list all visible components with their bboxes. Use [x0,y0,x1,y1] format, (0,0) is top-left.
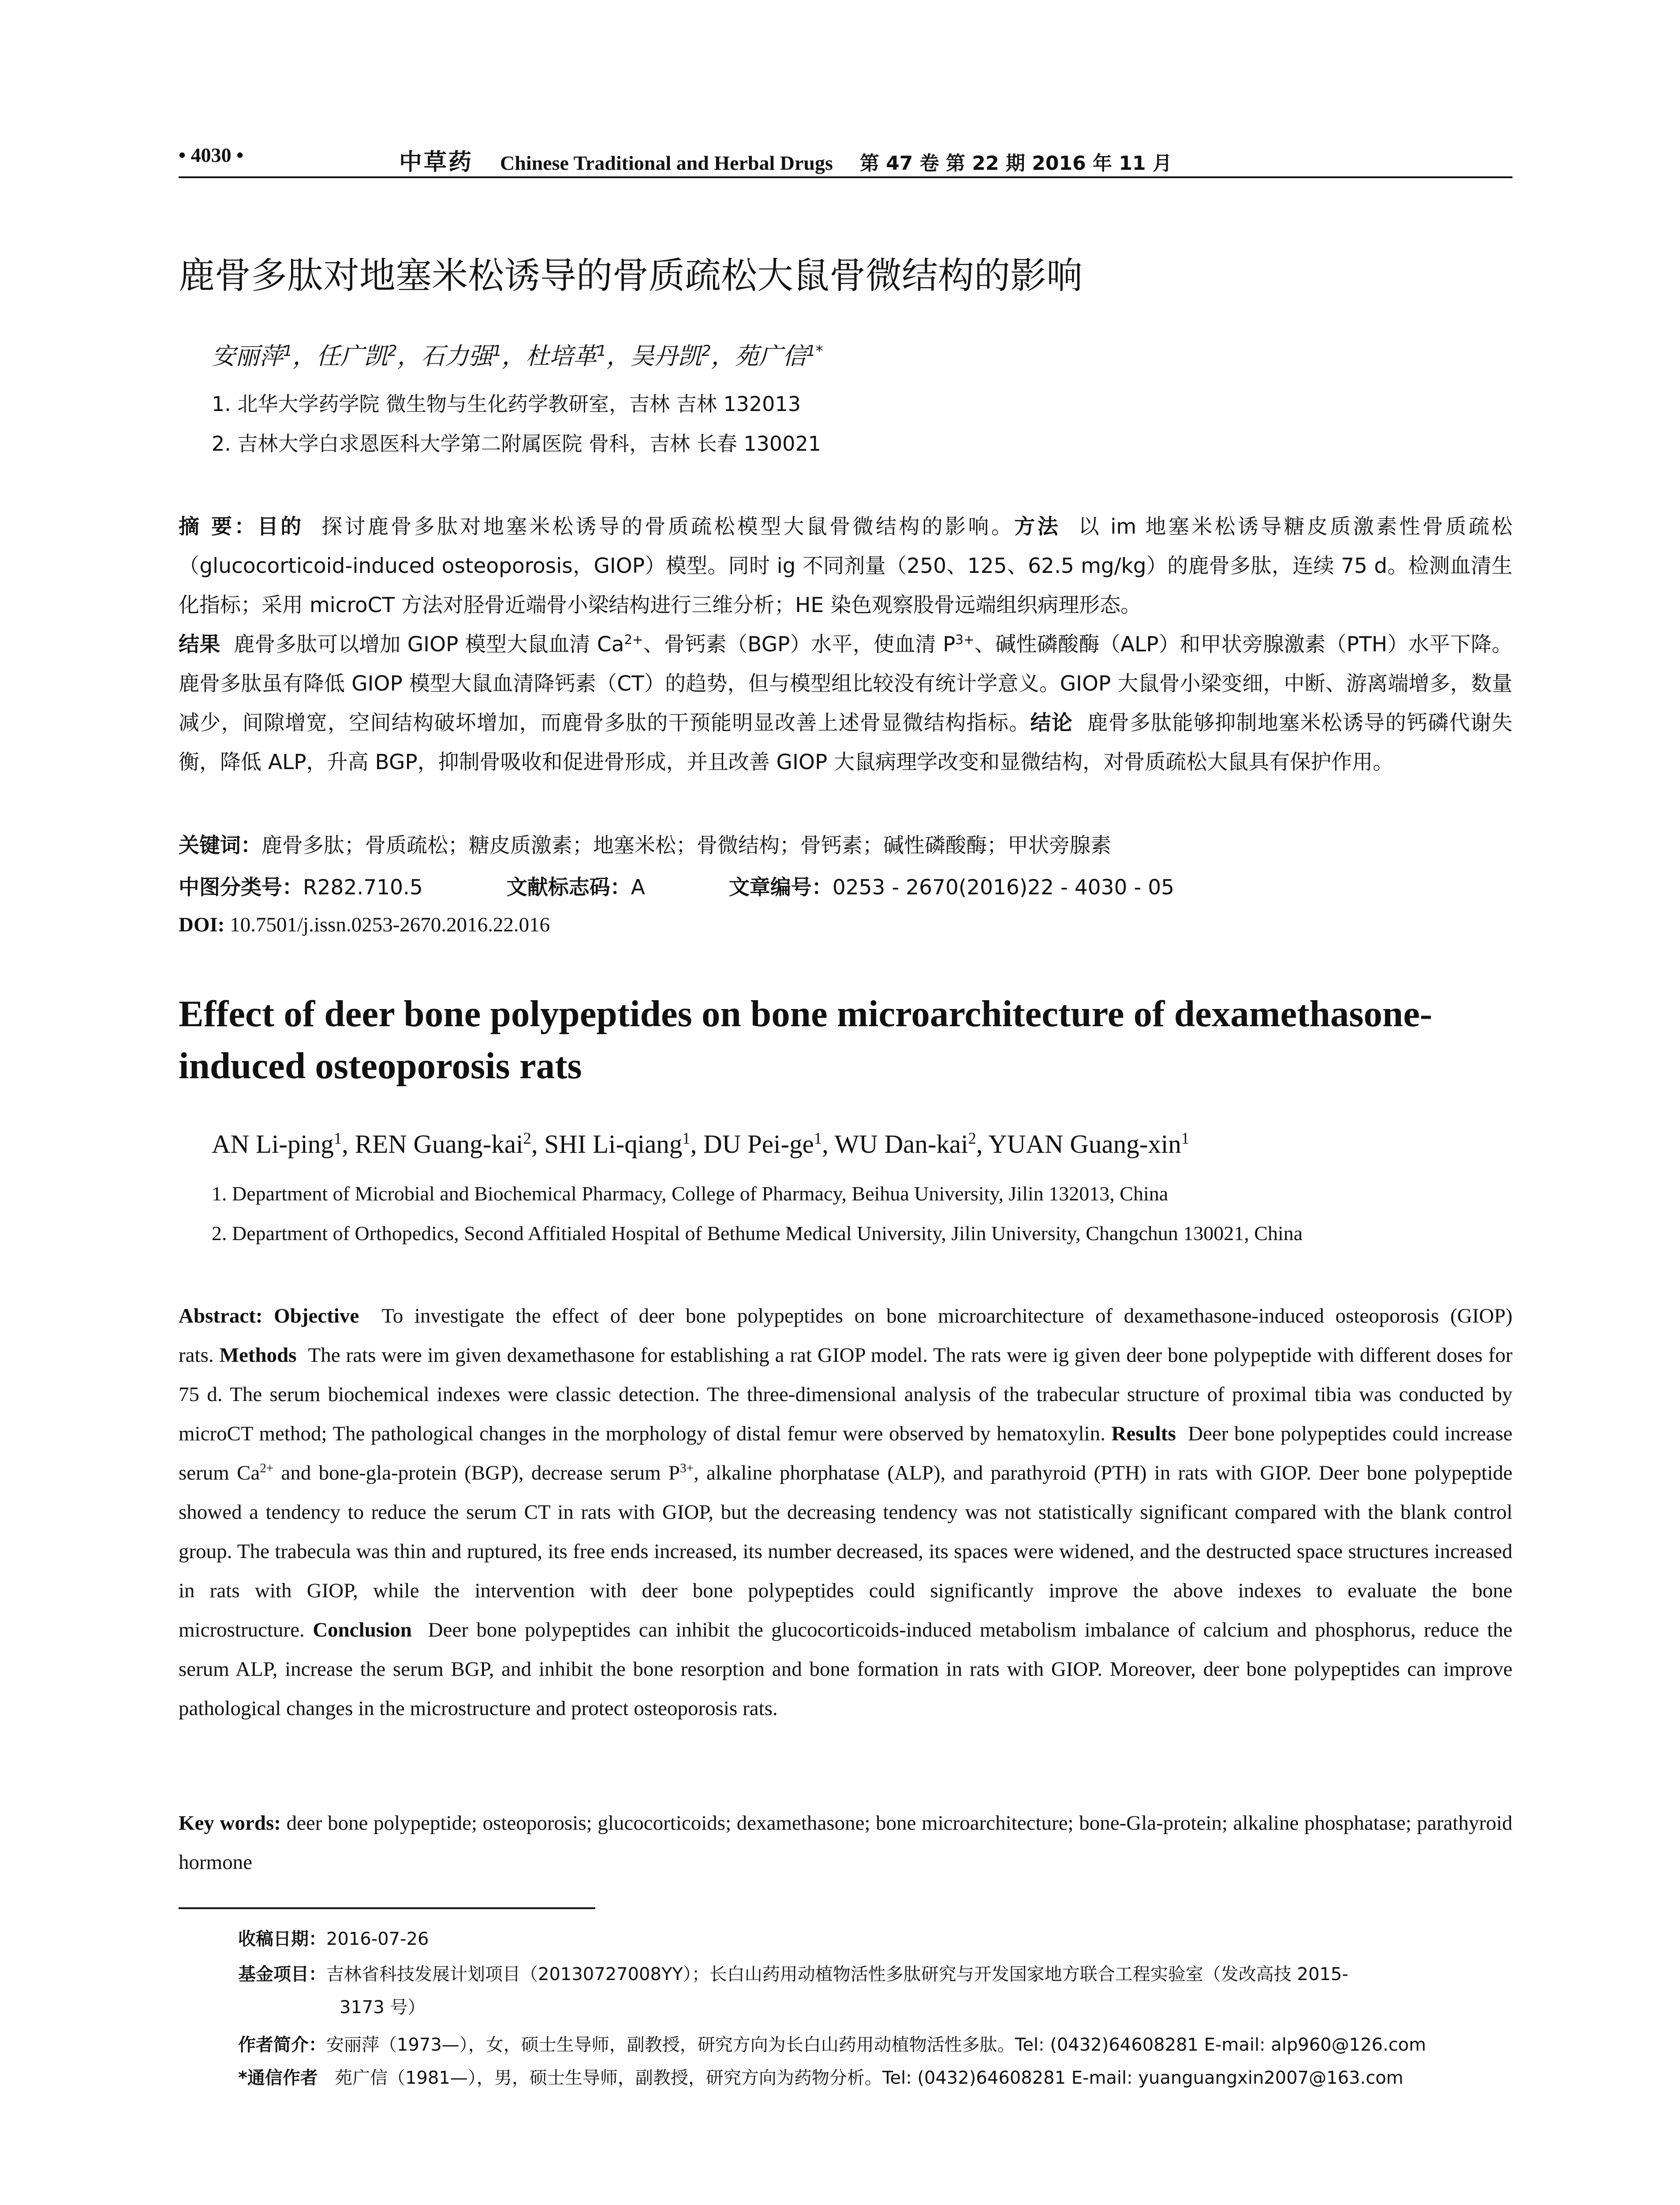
cn-conclusion-text: 鹿骨多肽能够抑制地塞米松诱导的钙磷代谢失衡，降低 ALP，升高 BGP，抑制骨吸收和促进骨形成，并且改善 GIOP 大鼠病理学改变和显微结构，对骨质疏松大鼠具有保护作用。 [179,711,1513,774]
cn-author-name: 石力强 [421,342,493,370]
en-results-label: Results [1111,1422,1176,1445]
cn-results-sup-1: 2+ [624,632,643,647]
cn-results-text-3: 、碱性磷酸酶（ALP）和甲状旁腺激素（PTH）水平下降。鹿骨多肽虽有降低 GIOP 模型大鼠血清降钙素（CT）的趋势，但与模型组比较没有统计学意义。GIOP 大鼠骨小梁变细，中断、游离端增多，数量减少，间隙增宽，空间结构破坏增加，而鹿骨多肽的干预能明显改善上述骨显微结构指标。 [179,632,1513,735]
doccode-label: 文献标志码： [506,875,631,900]
footnote-rule [179,1907,595,1909]
cn-author-separator: ， [292,342,317,370]
en-title: Effect of deer bone polypeptides on bone microarchitecture of dexamethasone-induced osteoporosis rats [179,993,1433,1087]
fund-text-line1: 吉林省科技发展计划项目（20130727008YY）；长白山药用动植物活性多肽研究与开发国家地方联合工程实验室（发改高技 2015- [326,1964,1348,1984]
cn-author-separator: ， [711,342,735,370]
en-author-name: REN Guang-kai [355,1129,523,1159]
cn-keywords-text: 鹿骨多肽；骨质疏松；糖皮质激素；地塞米松；骨微结构；骨钙素；碱性磷酸酶；甲状旁腺素 [261,833,1111,858]
journal-name-cn: 中草药 [399,149,474,176]
doccode-value: A [631,875,645,900]
en-objective-text: To investigate the effect of deer bone polypeptides on bone microarchitecture of dexamethasone-induced osteoporosis (GIOP) rats. [179,1304,1513,1367]
author-bio-label: 作者简介： [238,2035,326,2055]
en-author-affil-mark: 2 [523,1129,531,1147]
cn-author-affil-mark: 1 [597,342,607,359]
en-abstract [179,1297,1512,1728]
cn-objective-label: 目的 [257,515,304,539]
en-methods-text: The rats were im given dexamethasone for establishing a rat GIOP model. The rats were ig given deer bone polypeptide with different doses for 75 d. The serum biochemical indexes were classic detection. The three-dimensional analysis of the trabecular structure of proximal tibia was conducted by microCT method; The pathological changes in the morphology of distal femur were observed by hematoxylin. [179,1344,1513,1445]
en-affiliation-1: 1. Department of Microbial and Biochemical Pharmacy, College of Pharmacy, Beihua University, Jilin 132013, China [212,1182,1169,1205]
corresponding-text: 苑广信（1981—），男，硕士生导师，副教授，研究方向为药物分析。Tel: (0432)64608281 E-mail: yuanguangxin2007@163.com [335,2068,1404,2088]
cn-author-affil-mark: 1 [492,342,502,359]
received-label: 收稿日期： [238,1929,326,1949]
cn-keywords-label: 关键词： [179,833,261,858]
cn-abstract [179,507,1512,782]
doi-value: 10.7501/j.issn.0253-2670.2016.22.016 [230,913,550,936]
cn-author-affil-mark: 1* [806,342,823,359]
running-header [399,143,1172,176]
clc-label: 中图分类号： [179,875,303,900]
en-methods-label: Methods [219,1344,297,1367]
footnote-received [238,1925,429,1950]
cn-author-separator: ， [397,342,421,370]
en-conclusion-label: Conclusion [313,1618,412,1641]
cn-author-name: 任广凯 [316,342,388,370]
corresponding-label: *通信作者 [238,2068,318,2088]
cn-author-name: 苑广信 [735,342,806,370]
cn-affiliation-1: 1. 北华大学药学院 微生物与生化药学教研室，吉林 吉林 132013 [212,392,801,416]
cn-keywords [179,829,1111,859]
doi-line [179,913,550,937]
en-results-sup-2: 3+ [680,1461,694,1476]
cn-conclusion-label: 结论 [1030,711,1073,735]
cn-author-affil-mark: 2 [702,342,711,359]
cn-author-affil-mark: 1 [283,342,293,359]
clc-value: R282.710.5 [303,875,423,900]
en-affiliation-2: 2. Department of Orthopedics, Second Affitialed Hospital of Bethume Medical University, Jilin University, Changchun 130021, China [212,1222,1303,1245]
cn-affiliation-2: 2. 吉林大学白求恩医科大学第二附属医院 骨科，吉林 长春 130021 [212,432,821,456]
en-keywords [179,1804,1512,1882]
articleno-value: 0253 - 2670(2016)22 - 4030 - 05 [832,875,1175,900]
cn-author-separator: ， [501,342,526,370]
en-keywords-text: deer bone polypeptide; osteoporosis; glucocorticoids; dexamethasone; bone microarchitecture; bone-Gla-protein; alkaline phosphatase; parathyroid hormone [179,1812,1513,1874]
footnote-corresponding [238,2064,1404,2089]
en-author-affil-mark: 1 [814,1129,822,1147]
en-objective-label: Objective [274,1304,359,1327]
en-results-text-1: Deer bone polypeptides could increase serum Ca [179,1422,1512,1484]
en-author-affil-mark: 2 [968,1129,976,1147]
en-author-separator: , [342,1129,355,1159]
en-author-name: WU Dan-kai [834,1129,968,1159]
en-author-affil-mark: 1 [333,1129,342,1147]
cn-results-sup-2: 3+ [955,632,974,647]
cn-objective-text: 探讨鹿骨多肽对地塞米松诱导的骨质疏松模型大鼠骨微结构的影响。 [321,515,1015,539]
cn-methods-label: 方法 [1014,515,1061,539]
en-author-separator: , [976,1129,989,1159]
cn-author-name: 安丽萍 [212,342,283,370]
en-author-name: SHI Li-qiang [544,1129,683,1159]
en-author-separator: , [531,1129,545,1159]
cn-author-name: 杜培革 [525,342,597,370]
en-author-list [212,1129,1189,1159]
cn-results-text-2: 、骨钙素（BGP）水平，使血清 P [643,632,956,657]
en-author-affil-mark: 1 [1181,1129,1190,1147]
cn-title: 鹿骨多肽对地塞米松诱导的骨质疏松大鼠骨微结构的影响 [179,255,1083,297]
cn-author-list [212,337,823,371]
en-conclusion-text: Deer bone polypeptides can inhibit the glucocorticoids-induced metabolism imbalance of calcium and phosphorus, reduce the serum ALP, increase the serum BGP, and inhibit the bone resorption and bone formation in rats with GIOP. Moreover, deer bone polypeptides can improve pathological changes in the microstructure and protect osteoporosis rats. [179,1618,1513,1720]
cn-author-name: 吴丹凯 [630,342,702,370]
en-author-separator: , [690,1129,704,1159]
cn-methods-text: 以 im 地塞米松诱导糖皮质激素性骨质疏松（glucocorticoid-induced osteoporosis，GIOP）模型。同时 ig 不同剂量（250、125、62.5 mg/kg）的鹿骨多肽，连续 75 d。检测血清生化指标；采用 microCT 方法对胫骨近端骨小梁结构进行三维分析；HE 染色观察股骨远端组织病理形态。 [179,515,1513,617]
received-value: 2016-07-26 [326,1929,429,1949]
cn-author-separator: ， [606,342,631,370]
page-number: • 4030 • [179,144,244,166]
cn-results-text-1: 鹿骨多肽可以增加 GIOP 模型大鼠血清 Ca [234,632,624,657]
footnote-fund-cont: 3173 号） [340,1997,426,2018]
en-author-name: AN Li-ping [212,1129,334,1159]
issue-info: 第 47 卷 第 22 期 2016 年 11 月 [859,152,1172,175]
articleno-label: 文章编号： [728,875,833,900]
en-author-affil-mark: 1 [682,1129,691,1147]
footnote-author [238,2031,1426,2056]
cn-author-affil-mark: 2 [388,342,397,359]
en-author-name: DU Pei-ge [703,1129,814,1159]
fund-label: 基金项目： [238,1964,326,1984]
footnote-fund [238,1960,1348,1985]
en-results-sup-1: 2+ [260,1461,274,1476]
header-rule [179,176,1512,178]
journal-name-en: Chinese Traditional and Herbal Drugs [500,152,833,174]
en-author-separator: , [822,1129,835,1159]
en-results-text-2: and bone-gla-protein (BGP), decrease serum P [273,1461,680,1484]
en-results-text-3: , alkaline phorphatase (ALP), and parathyroid (PTH) in rats with GIOP. Deer bone polypeptide showed a tendency to reduce the serum CT in rats with GIOP, but the decreasing tendency was not statistically significant compared with the blank control group. The trabecula was thin and ruptured, its free ends increased, its number decreased, its spaces were widened, and the destructed space structures increased in rats with GIOP, while the intervention with deer bone polypeptides could significantly improve the above indexes to evaluate the bone microstructure. [179,1461,1512,1641]
cn-results-label: 结果 [179,632,220,657]
cn-abstract-label: 摘 要： [179,515,258,539]
author-bio-text: 安丽萍（1973—），女，硕士生导师，副教授，研究方向为长白山药用动植物活性多肽。Tel: (0432)64608281 E-mail: alp960@126.com [326,2035,1426,2055]
en-keywords-label: Key words: [179,1812,281,1835]
en-author-name: YUAN Guang-xin [988,1129,1181,1159]
cn-classification-row [179,871,1174,901]
en-abstract-label: Abstract: [179,1304,263,1327]
doi-label: DOI: [179,913,225,936]
